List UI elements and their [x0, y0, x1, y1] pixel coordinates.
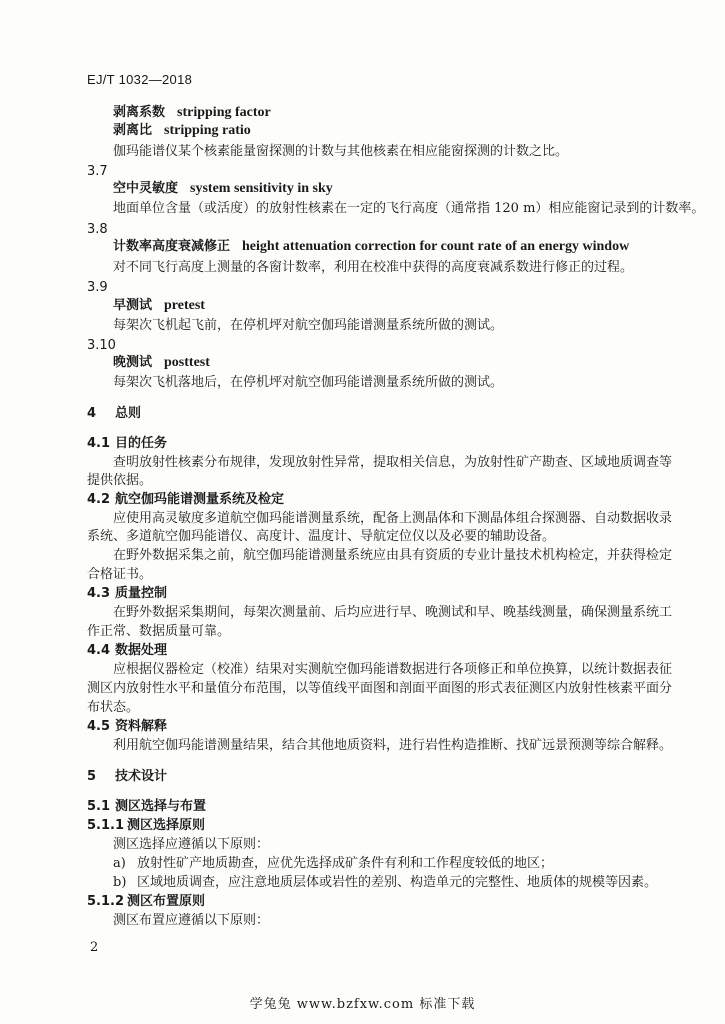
paragraph-line: 应使用高灵敏度多道航空伽玛能谱测量系统，配备上测晶体和下测晶体组合探测器、自动数据收录 [113, 511, 673, 526]
list-item: a) 放射性矿产地质勘查，应优先选择成矿条件有利和工作程度较低的地区； [113, 856, 554, 871]
paragraph-line: 测区选择应遵循以下原则： [113, 837, 270, 852]
paragraph-line: 查明放射性核素分布规律，发现放射性异常，提取相关信息，为放射性矿产勘查、区域地质调查等 [113, 455, 673, 470]
paragraph-line: 应根据仪器检定（校准）结果对实测航空伽玛能谱数据进行各项修正和单位换算，以统计数据表征 [113, 662, 673, 677]
paragraph-line: 作正常、数据质量可靠。 [87, 624, 231, 639]
list-item: b) 区域地质调查，应注意地质层体或岩性的差别、构造单元的完整性、地质体的规模等因素。 [113, 875, 658, 890]
term-definition: 对不同飞行高度上测量的各窗计数率，利用在校准中获得的高度衰减系数进行修正的过程。 [113, 260, 634, 275]
paragraph-line: 在野外数据采集之前，航空伽玛能谱测量系统应由具有资质的专业计量技术机构检定，并获得检定 [113, 548, 673, 563]
term-row: 剥离系数 stripping factor [113, 105, 271, 120]
subsection-heading: 5.1.1 测区选择原则 [87, 818, 206, 833]
standard-code: EJ/T 1032—2018 [87, 72, 193, 87]
paragraph-line: 测区内放射性水平和量值分布范围，以等值线平面图和剖面平面图的形式表征测区内放射性核素平面分 [87, 681, 673, 696]
term-row: 空中灵敏度 system sensitivity in sky [113, 181, 333, 196]
term-number: 3.8 [87, 222, 108, 237]
footer-watermark: 学兔兔 www.bzfxw.com 标准下载 [249, 997, 476, 1012]
term-number: 3.10 [87, 338, 116, 353]
term-definition: 地面单位含量（或活度）的放射性核素在一定的飞行高度（通常指 120 m）相应能窗记录到的计数率。 [113, 201, 705, 216]
subsection-heading: 4.4 数据处理 [87, 643, 168, 658]
term-row: 晚测试 posttest [113, 355, 210, 370]
page-number: 2 [90, 940, 99, 955]
subsection-heading: 4.2 航空伽玛能谱测量系统及检定 [87, 492, 285, 507]
paragraph-line: 合格证书。 [87, 567, 153, 582]
term-definition: 伽玛能谱仪某个核素能量窗探测的计数与其他核素在相应能窗探测的计数之比。 [113, 144, 569, 159]
subsection-heading: 5.1.2 测区布置原则 [87, 894, 206, 909]
paragraph-line: 布状态。 [87, 700, 140, 715]
paragraph-line: 系统、多道航空伽玛能谱仪、高度计、温度计、导航定位仪以及必要的辅助设备。 [87, 529, 556, 544]
section-heading: 4 总则 [87, 406, 142, 421]
term-row: 剥离比 stripping ratio [113, 123, 251, 138]
paragraph-line: 在野外数据采集期间，每架次测量前、后均应进行早、晚测试和早、晚基线测量，确保测量系统工 [113, 605, 673, 620]
section-heading: 5 技术设计 [87, 769, 168, 784]
term-definition: 每架次飞机落地后，在停机坪对航空伽玛能谱测量系统所做的测试。 [113, 375, 504, 390]
term-number: 3.9 [87, 280, 108, 295]
term-number: 3.7 [87, 164, 108, 179]
paragraph-line: 提供依据。 [87, 473, 153, 488]
subsection-heading: 4.3 质量控制 [87, 586, 168, 601]
term-row: 计数率高度衰减修正 height attenuation correction for count rate of an energy window [113, 239, 630, 254]
subsection-heading: 4.5 资料解释 [87, 719, 168, 734]
paragraph-line: 利用航空伽玛能谱测量结果，结合其他地质资料，进行岩性构造推断、找矿远景预测等综合解释。 [113, 738, 673, 753]
subsection-heading: 5.1 测区选择与布置 [87, 799, 207, 814]
subsection-heading: 4.1 目的任务 [87, 436, 168, 451]
paragraph-line: 测区布置应遵循以下原则： [113, 913, 270, 928]
term-definition: 每架次飞机起飞前，在停机坪对航空伽玛能谱测量系统所做的测试。 [113, 318, 504, 333]
term-row: 早测试 pretest [113, 298, 205, 313]
